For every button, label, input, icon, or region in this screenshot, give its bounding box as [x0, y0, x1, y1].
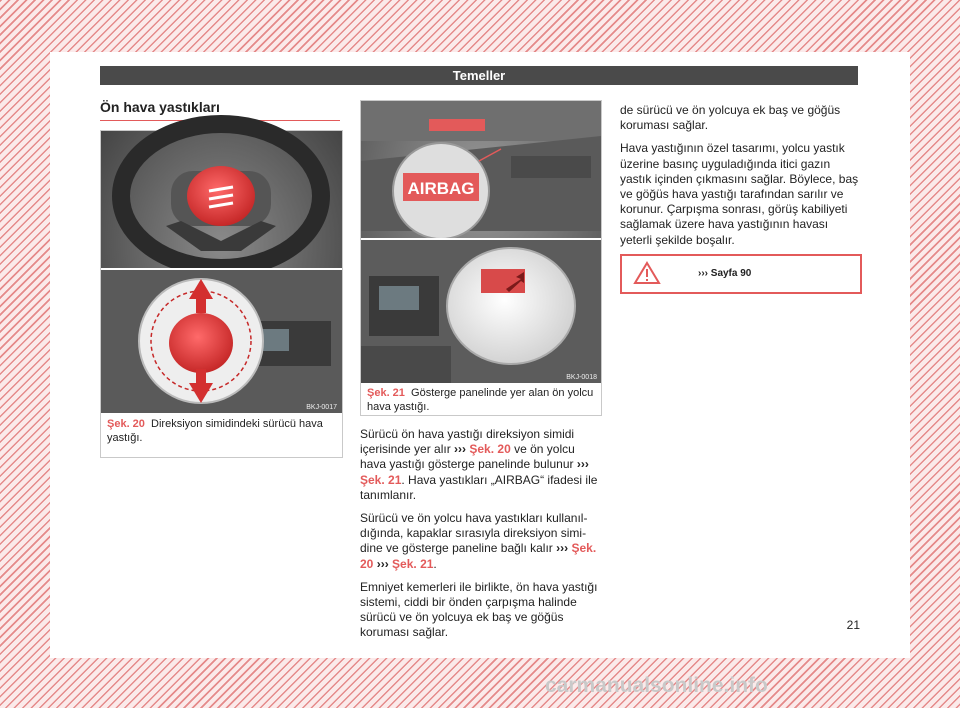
page-reference-link[interactable]: ››› Sayfa 90: [698, 268, 752, 279]
text: .: [433, 556, 437, 571]
text: ve ön yolcu hava yastığı gösterge panelinde bulunur: [360, 442, 577, 472]
warning-box: [620, 254, 862, 294]
section-title: Ön hava yastıkları: [100, 99, 220, 115]
page-number: 21: [846, 618, 860, 632]
body-column-2: [360, 427, 600, 640]
warning-icon: [634, 262, 660, 284]
passenger-airbag-image: [361, 101, 601, 383]
figure-caption: [107, 417, 335, 445]
figure-21: [360, 100, 602, 416]
figure-link-20[interactable]: Şek. 20: [469, 442, 511, 457]
text: . Hava yastıkları „AIRBAG“ ifadesi ile tanımlanır.: [360, 472, 598, 502]
figure-link-21[interactable]: Şek. 21: [392, 556, 434, 571]
chapter-header: Temeller: [100, 66, 858, 85]
ref-marker: ›››: [556, 541, 569, 556]
paragraph: [360, 427, 600, 503]
figure-caption-text: Direksiyon simidindeki sürücü hava yastığı.: [107, 418, 323, 444]
text: Sürücü ve ön yolcu hava yastıkları kullanıldığında, kapaklar sırasıyla direksiyon simidine ve gösterge paneline bağlı kalır: [360, 511, 588, 556]
figure-code: BKJ-0018: [566, 374, 597, 381]
figure-caption: [367, 386, 595, 414]
paragraph: [360, 511, 600, 572]
figure-caption-text: Gösterge panelinde yer alan ön yolcu hava yastığı.: [367, 387, 594, 413]
watermark: carmanualsonline.info: [545, 674, 768, 697]
text: Sürücü ön hava yastığı direksiyon simidi içerisinde yer alır: [360, 427, 575, 457]
ref-marker: ›››: [454, 442, 467, 457]
figure-20: [100, 130, 343, 458]
figure-link-20[interactable]: Şek. 20: [360, 541, 597, 571]
figure-link-21[interactable]: Şek. 21: [360, 472, 402, 487]
figure-code: BKJ-0017: [306, 404, 337, 411]
figure-ref-label: Şek. 20: [107, 418, 145, 430]
airbag-label: AIRBAG: [407, 179, 475, 198]
ref-marker: ›››: [576, 457, 589, 472]
figure-ref-label: Şek. 21: [367, 387, 405, 399]
paragraph: de sürücü ve ön yolcuya ek baş ve göğüs koruması sağlar.: [620, 103, 841, 133]
steering-wheel-airbag-image: [101, 131, 342, 413]
paragraph: Emniyet kemerleri ile birlikte, ön hava yastığı sistemi, ciddi bir önden çarpışma halinde sürücü ve ön yolcuya ek baş ve göğüs koruması sağlar.: [360, 579, 598, 640]
ref-marker: ›››: [376, 556, 389, 571]
body-column-3: [620, 103, 860, 256]
paragraph: Hava yastığının özel tasarımı, yolcu yastık üzerine basınç uyguladığında itici gazın yastık içinden çıkmasını sağlar. Böylece, baş ve göğüs hava yastığı tarafından sarılır ve korunur. Çarpışma sonrası, görüş kabiliyeti sağlamak üzere hava yastığının havası yeterli şekilde boşalır.: [620, 141, 859, 247]
